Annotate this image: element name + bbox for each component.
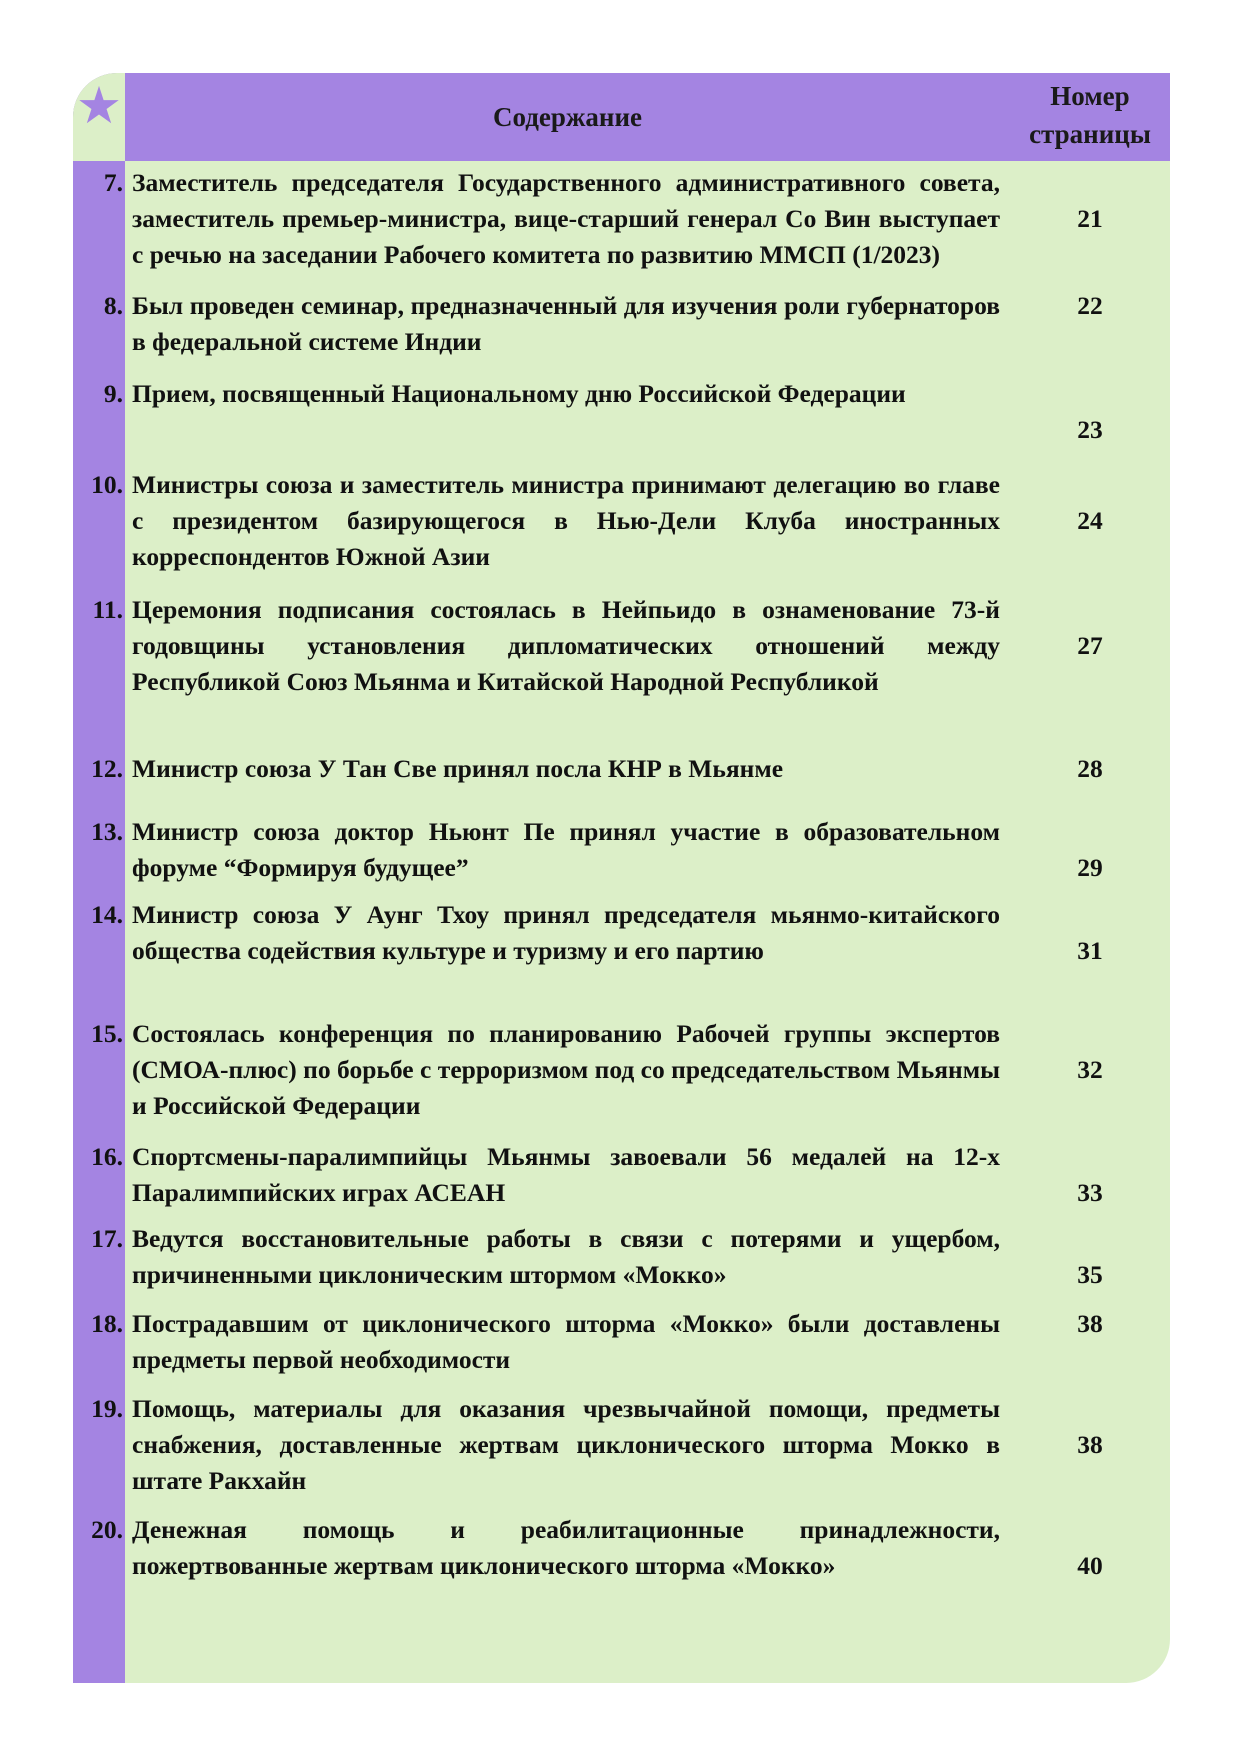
entry-page: 28 — [1077, 754, 1103, 783]
entry-title: Пострадавшим от циклонического шторма «Мокко» были доставлены предметы первой необходимости — [132, 1309, 1000, 1374]
entry-title: Прием, посвященный Национальному дню Российской Федерации — [132, 379, 906, 408]
table-of-contents — [73, 73, 1170, 1683]
entry-page: 23 — [1077, 415, 1103, 444]
entry-title: Состоялась конференция по планированию Рабочей группы экспертов (СМОА-плюс) по борьбе с терроризмом под со председательством Мьянмы и Российской Федерации — [132, 1019, 1000, 1120]
entry-number: 12. — [91, 754, 123, 783]
entry-title: Денежная помощь и реабилитационные принадлежности, пожертвованные жертвам циклонического шторма «Мокко» — [132, 1515, 1000, 1580]
entry-page: 40 — [1077, 1551, 1103, 1580]
entry-page: 33 — [1077, 1178, 1103, 1207]
entry-page: 32 — [1077, 1055, 1103, 1084]
toc-title: Содержание — [492, 101, 643, 132]
entry-page: 31 — [1077, 936, 1103, 965]
entry-number: 19. — [91, 1394, 123, 1423]
page-number-heading — [1010, 77, 1170, 153]
corner-cell — [73, 73, 125, 161]
entry-page: 38 — [1077, 1430, 1103, 1459]
entry-number: 7. — [103, 168, 123, 197]
entry-title: Спортсмены-паралимпийцы Мьянмы завоевали 56 медалей на 12-х Паралимпийских играх АСЕАН — [132, 1142, 1000, 1207]
page-number-heading-line2: страницы — [1029, 119, 1151, 149]
entry-number: 13. — [91, 817, 123, 846]
entry-number: 14. — [91, 900, 123, 929]
entry-page: 38 — [1077, 1309, 1103, 1338]
toc-header — [125, 73, 1170, 161]
entry-page: 22 — [1077, 291, 1103, 320]
entry-title: Министр союза У Аунг Тхоу принял председателя мьянмо-китайского общества содействия культуре и туризму и его партию — [132, 900, 1000, 965]
entry-title: Министры союза и заместитель министра принимают делегацию во главе с президентом базирующегося в Нью-Дели Клуба иностранных корреспондентов Южной Азии — [132, 470, 1000, 571]
entry-title: Заместитель председателя Государственного административного совета, заместитель премьер-министра, вице-старший генерал Со Вин выступает с речью на заседании Рабочего комитета по развитию ММСП (1/2023) — [132, 168, 1000, 269]
entry-title: Церемония подписания состоялась в Нейпьидо в ознаменование 73-й годовщины установления дипломатических отношений между Республикой Союз Мьянма и Китайской Народной Республикой — [132, 595, 1000, 696]
star-icon — [78, 85, 120, 125]
entry-page: 35 — [1077, 1260, 1103, 1289]
entry-number: 11. — [92, 595, 123, 624]
entry-number: 18. — [91, 1309, 123, 1338]
entry-number: 8. — [103, 291, 123, 320]
entry-page: 27 — [1077, 631, 1103, 660]
entry-title: Министр союза У Тан Све принял посла КНР в Мьянме — [132, 754, 784, 783]
entry-number: 10. — [91, 470, 123, 499]
entry-title: Министр союза доктор Ньюнт Пе принял участие в образовательном форуме “Формируя будущее” — [132, 817, 1000, 882]
entry-number: 16. — [91, 1142, 123, 1171]
entry-number: 17. — [91, 1224, 123, 1253]
entry-title: Помощь, материалы для оказания чрезвычайной помощи, предметы снабжения, доставленные жертвам циклонического шторма Мокко в штате Ракхайн — [132, 1394, 1000, 1495]
entry-number: 9. — [103, 379, 123, 408]
entry-title: Был проведен семинар, предназначенный для изучения роли губернаторов в федеральной системе Индии — [132, 291, 1000, 356]
page-number-heading-line1: Номер — [1050, 81, 1130, 111]
entry-page: 29 — [1077, 853, 1103, 882]
entry-number: 15. — [91, 1019, 123, 1048]
entry-page: 24 — [1077, 506, 1103, 535]
entry-number: 20. — [91, 1515, 123, 1544]
entry-title: Ведутся восстановительные работы в связи с потерями и ущербом, причиненными циклоническим штормом «Мокко» — [132, 1224, 1000, 1289]
entry-page: 21 — [1077, 204, 1103, 233]
